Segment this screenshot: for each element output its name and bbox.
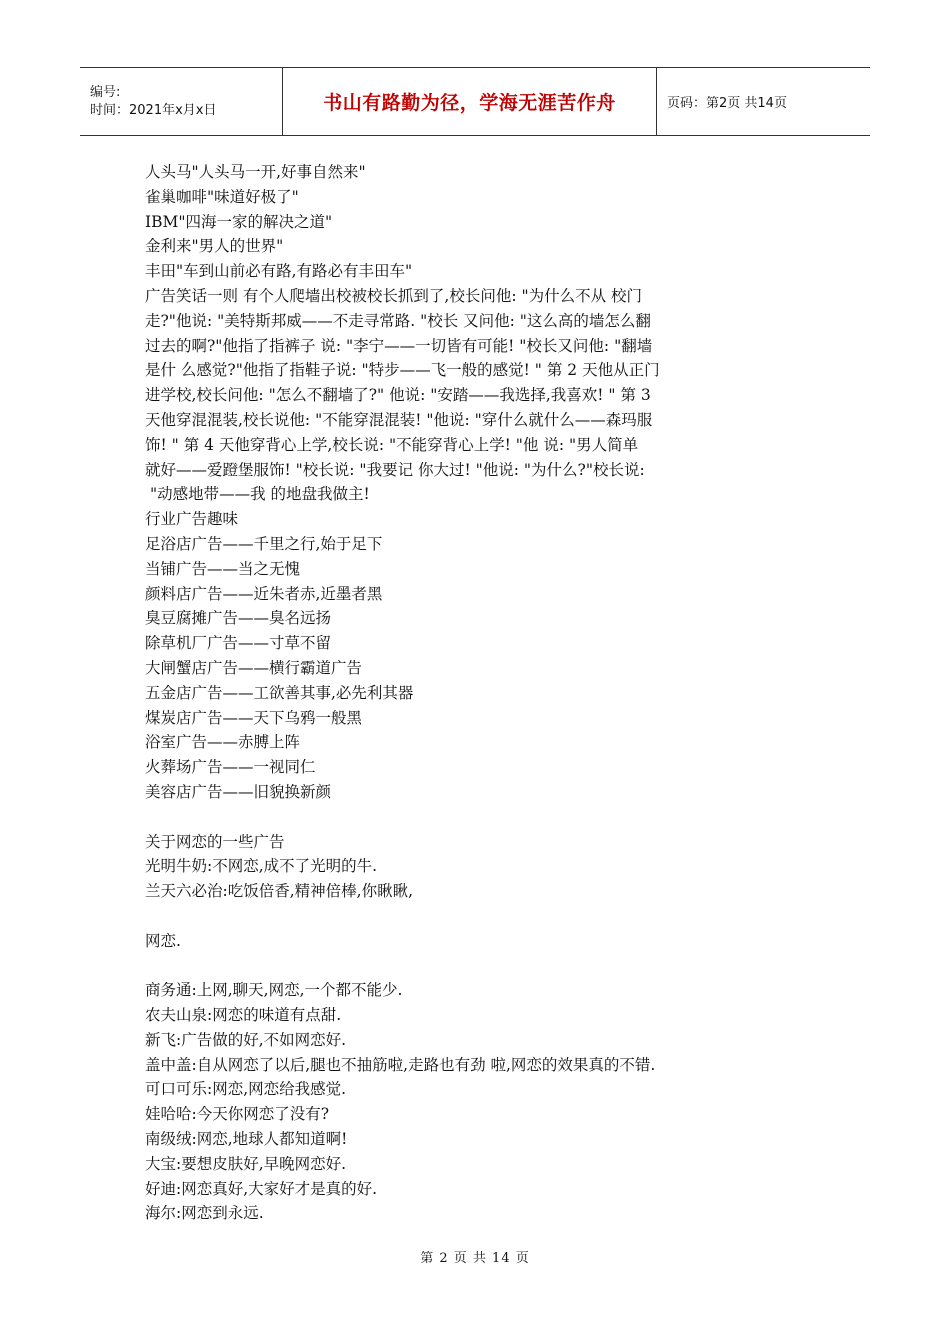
text-line: 走?"他说: "美特斯邦威——不走寻常路. "校长 又问他: "这么高的墙怎么翻 bbox=[145, 311, 651, 330]
text-line: 商务通:上网,聊天,网恋,一个都不能少. bbox=[145, 981, 403, 1000]
text-line: 进学校,校长问他: "怎么不翻墙了?" 他说: "安踏——我选择,我喜欢! " 第 3 bbox=[145, 386, 651, 405]
text-line: 过去的啊?"他指了指裤子 说: "李宁——一切皆有可能! "校长又问他: "翻墙 bbox=[145, 336, 653, 355]
text-line: 饰! " 第 4 天他穿背心上学,校长说: "不能穿背心上学! "他 说: "男人简单 bbox=[145, 435, 639, 454]
text-line: 海尔:网恋到永远. bbox=[145, 1204, 264, 1223]
text-line: "动感地带——我 的地盘我做主! bbox=[145, 485, 370, 504]
blank-line bbox=[145, 805, 815, 830]
page-info-text: 页码：第2页 共14页 bbox=[667, 96, 787, 111]
text-line: 火葬场广告——一视同仁 bbox=[145, 758, 316, 777]
text-line: 浴室广告——赤膊上阵 bbox=[145, 733, 301, 752]
text-line: IBM"四海一家的解决之道" bbox=[145, 212, 333, 231]
text-line: 金利来"男人的世界" bbox=[145, 237, 284, 256]
document-body bbox=[145, 160, 815, 1226]
text-line: 当铺广告——当之无愧 bbox=[145, 559, 301, 578]
header-meta bbox=[80, 68, 283, 135]
text-line: 兰天六必治:吃饭倍香,精神倍棒,你瞅瞅, bbox=[145, 882, 414, 901]
text-line: 臭豆腐摊广告——臭名远扬 bbox=[145, 609, 332, 628]
text-line: 关于网恋的一些广告 bbox=[145, 832, 285, 851]
text-line: 大闸蟹店广告——横行霸道广告 bbox=[145, 658, 363, 677]
page-footer: 第 2 页 共 14 页 bbox=[420, 1251, 530, 1266]
text-line: 光明牛奶:不网恋,成不了光明的牛. bbox=[145, 857, 378, 876]
text-line: 颜料店广告——近朱者赤,近墨者黑 bbox=[145, 584, 383, 603]
blank-line bbox=[145, 904, 815, 929]
text-line: 美容店广告——旧貌换新颜 bbox=[145, 782, 332, 801]
text-line: 煤炭店广告——天下乌鸦一般黑 bbox=[145, 708, 363, 727]
code-label: 编号: bbox=[90, 84, 121, 100]
text-line: 网恋. bbox=[145, 931, 181, 950]
text-line: 盖中盖:自从网恋了以后,腿也不抽筋啦,走路也有劲 啦,网恋的效果真的不错. bbox=[145, 1055, 656, 1074]
text-line: 可口可乐:网恋,网恋给我感觉. bbox=[145, 1080, 347, 1099]
page-header bbox=[80, 67, 870, 136]
text-line: 五金店广告——工欲善其事,必先利其器 bbox=[145, 683, 414, 702]
text-line: 除草机厂广告——寸草不留 bbox=[145, 634, 332, 653]
text-line: 天他穿混混装,校长说他: "不能穿混混装! "他说: "穿什么就什么——森玛服 bbox=[145, 410, 653, 429]
text-line: 大宝:要想皮肤好,早晚网恋好. bbox=[145, 1154, 347, 1173]
text-line: 农夫山泉:网恋的味道有点甜. bbox=[145, 1006, 342, 1025]
date-line: 时间：2021年x月x日 bbox=[90, 102, 217, 118]
text-line: 足浴店广告——千里之行,始于足下 bbox=[145, 534, 383, 553]
blank-line bbox=[145, 954, 815, 979]
text-line: 广告笑话一则 有个人爬墙出校被校长抓到了,校长问他: "为什么不从 校门 bbox=[145, 286, 643, 305]
text-line: 南级绒:网恋,地球人都知道啊! bbox=[145, 1130, 348, 1149]
text-line: 好迪:网恋真好,大家好才是真的好. bbox=[145, 1179, 378, 1198]
text-line: 娃哈哈:今天你网恋了没有? bbox=[145, 1105, 330, 1124]
text-line: 新飞:广告做的好,不如网恋好. bbox=[145, 1030, 347, 1049]
header-page-info bbox=[657, 68, 870, 135]
text-line: 人头马"人头马一开,好事自然来" bbox=[145, 163, 366, 181]
motto-text: 书山有路勤为径，学海无涯苦作舟 bbox=[323, 92, 616, 114]
text-line: 行业广告趣味 bbox=[145, 510, 239, 529]
text-line: 是什 么感觉?"他指了指鞋子说: "特步——飞一般的感觉! " 第 2 天他从正门 bbox=[145, 361, 660, 380]
header-motto bbox=[283, 68, 657, 135]
text-line: 雀巢咖啡"味道好极了" bbox=[145, 187, 299, 206]
text-line: 就好——爱蹬堡服饰! "校长说: "我要记 你大过! "他说: "为什么?"校长说: bbox=[145, 460, 645, 479]
text-line: 丰田"车到山前必有路,有路必有丰田车" bbox=[145, 262, 413, 281]
